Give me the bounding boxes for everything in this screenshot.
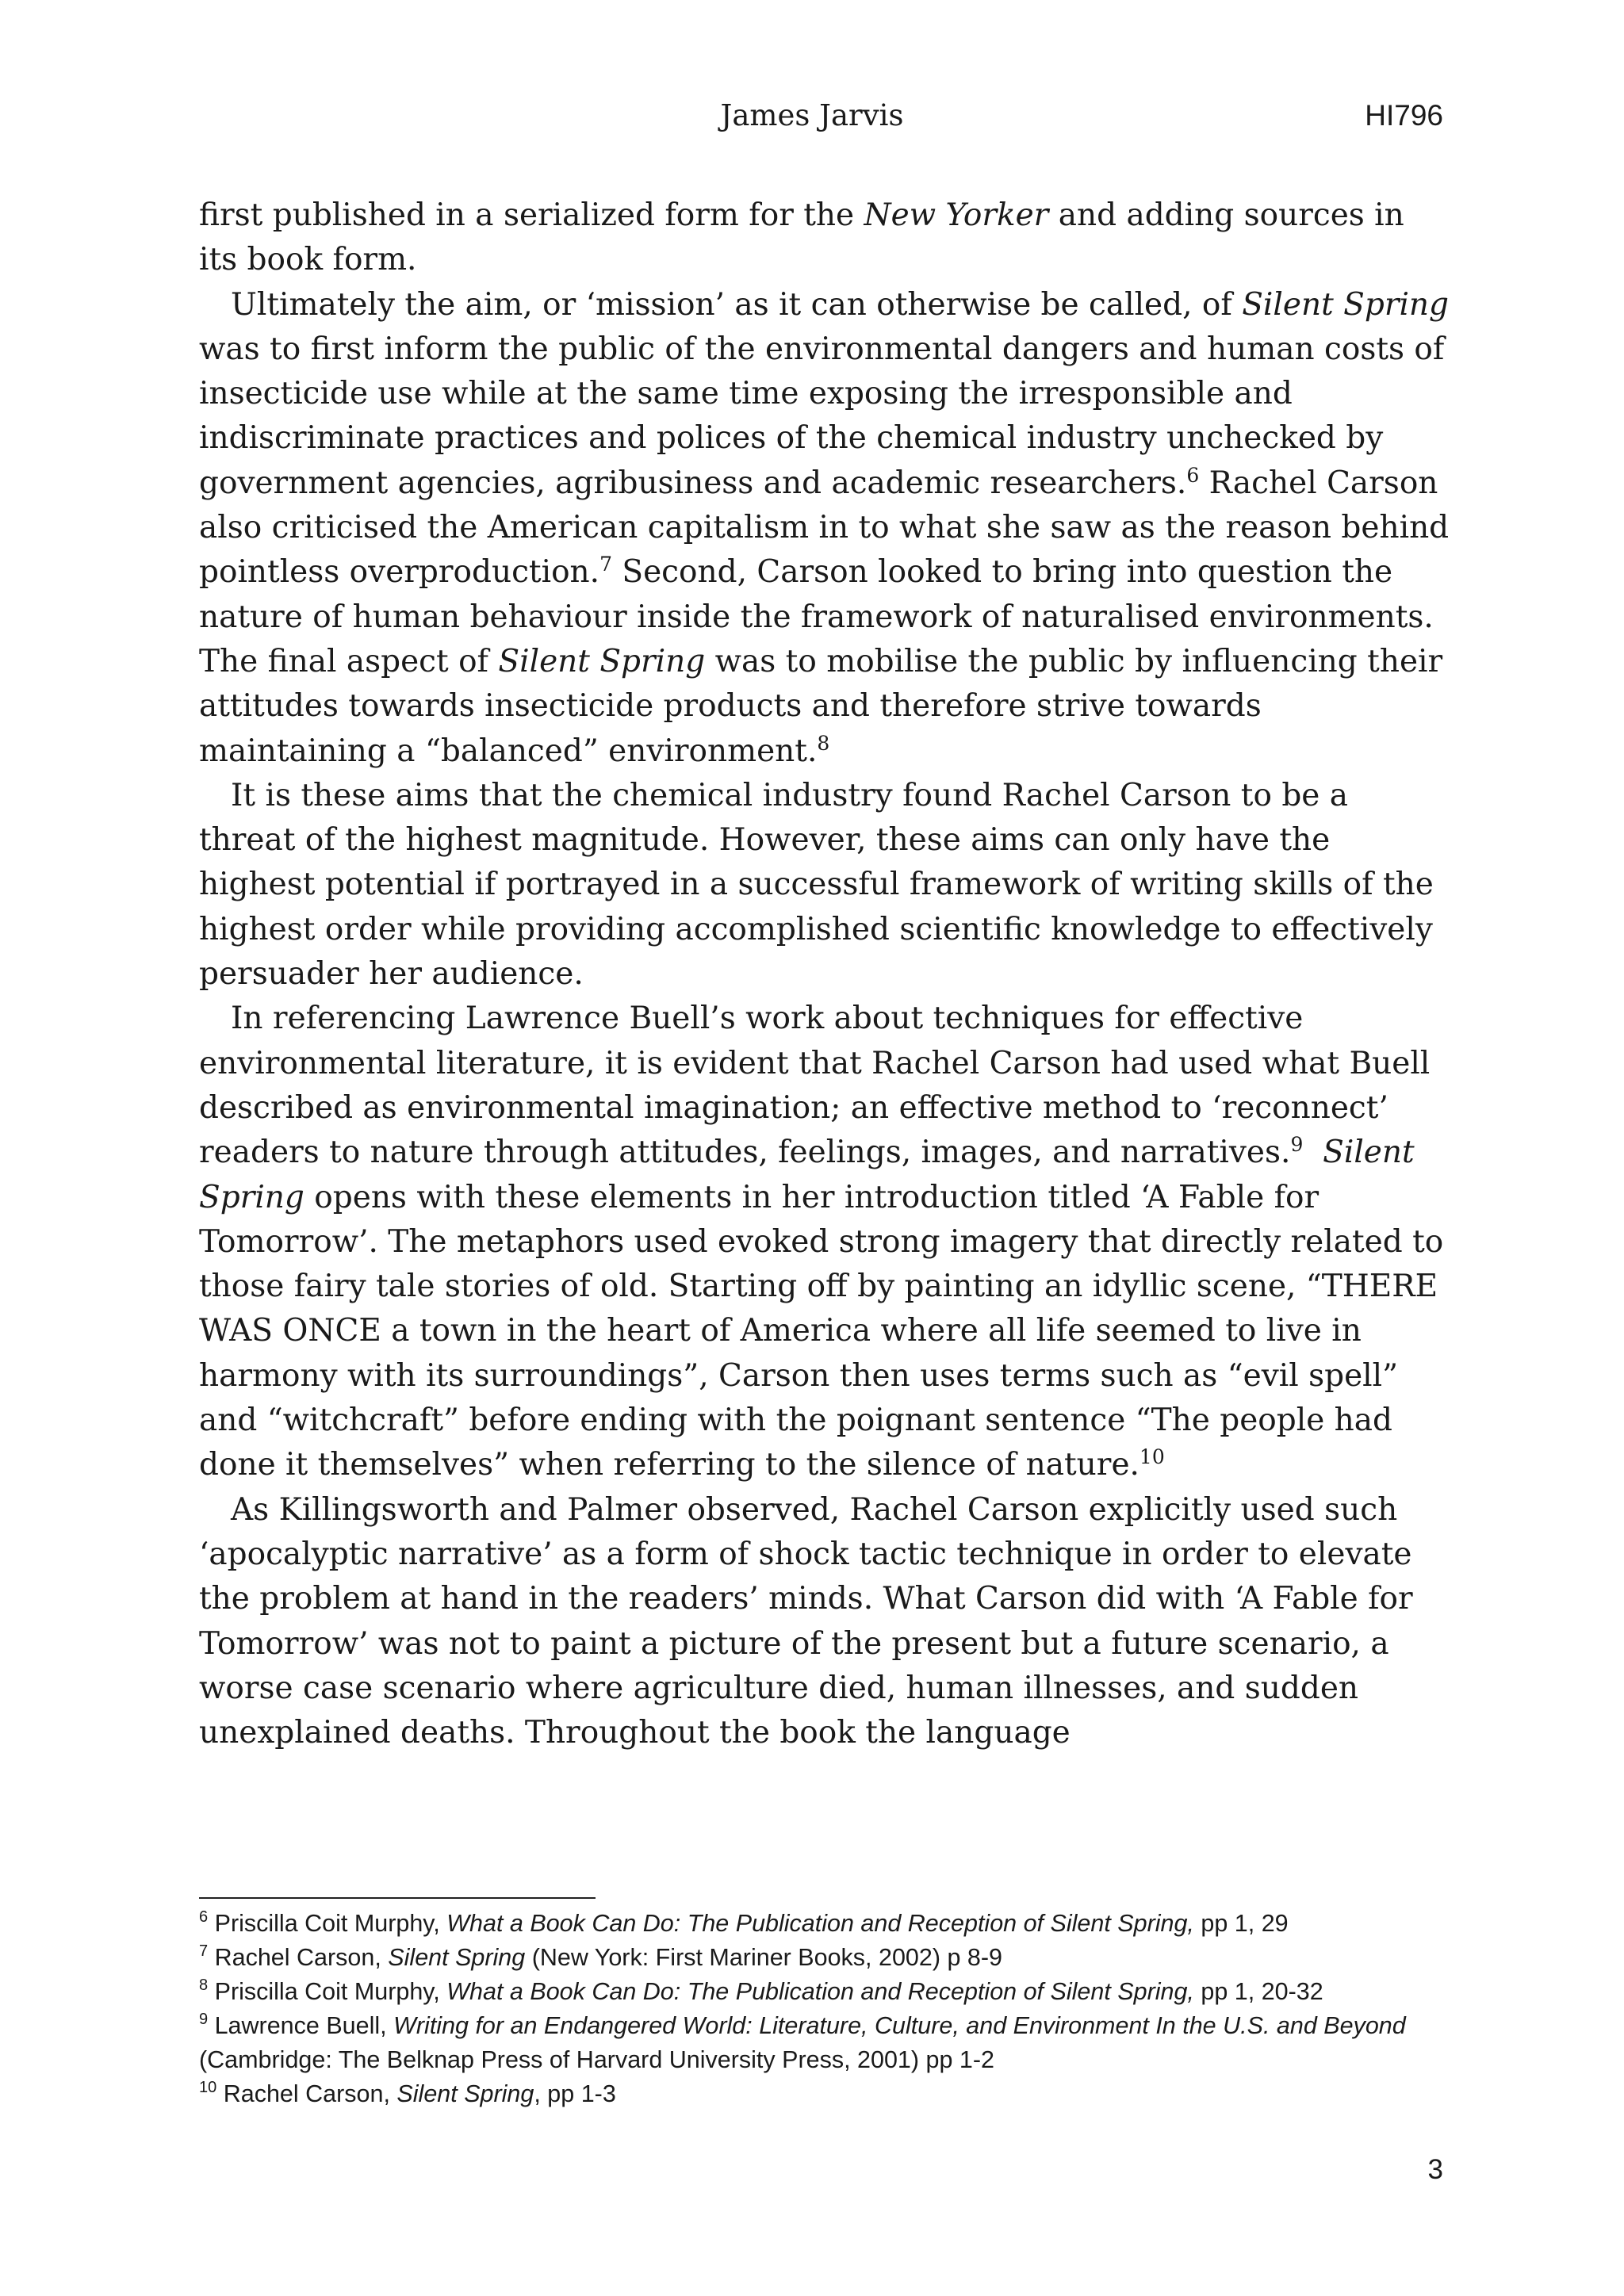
footnote-6 xyxy=(199,1907,1452,1941)
body-text xyxy=(199,193,1452,1755)
header-author: James Jarvis xyxy=(720,98,904,132)
footnote-number: 9 xyxy=(199,2011,209,2028)
italic-title: Silent Spring xyxy=(498,643,706,679)
text-run: and adding sources in its book form. xyxy=(199,197,1404,278)
text-run: Ultimately the aim, or ‘mission’ as it can otherwise be called, of xyxy=(231,286,1243,323)
italic-title: New Yorker xyxy=(864,197,1049,233)
paragraph-4 xyxy=(199,997,1452,1487)
footnotes xyxy=(199,1907,1452,2111)
footnote-8 xyxy=(199,1975,1452,2009)
text-run: was to first inform the public of the environmental dangers and human costs of insecticide use while at the same time exposing the irresponsible and indiscriminate practices and polices of the chemical industry unchecked by government agencies, agribusiness and academic researchers. xyxy=(199,331,1445,501)
page-number: 3 xyxy=(1427,2154,1443,2185)
footnote-ref-10[interactable]: 10 xyxy=(1139,1445,1165,1469)
footnote-text: (New York: First Mariner Books, 2002) p 8-9 xyxy=(525,1944,1002,1971)
paragraph-1 xyxy=(199,193,1452,283)
paragraph-5 xyxy=(199,1488,1452,1756)
footnote-number: 7 xyxy=(199,1942,209,1960)
footnote-number: 10 xyxy=(199,2079,217,2096)
footnote-text: Priscilla Coit Murphy, xyxy=(208,1978,447,2005)
footnote-ref-6[interactable]: 6 xyxy=(1186,463,1200,487)
italic-title: Silent Spring xyxy=(199,1135,1415,1215)
footnote-9 xyxy=(199,2009,1452,2077)
text-run: was to mobilise the public by influencing their attitudes towards insecticide products and therefore strive towards maintaining a “balanced” environment. xyxy=(199,643,1443,769)
footnote-text: Priscilla Coit Murphy, xyxy=(208,1910,447,1937)
header-course-code: HI796 xyxy=(1365,99,1443,132)
footnote-italic: What a Book Can Do: The Publication and Reception of Silent Spring, xyxy=(446,1978,1194,2005)
footnote-italic: Silent Spring xyxy=(388,1944,526,1971)
paragraph-3 xyxy=(199,774,1452,997)
paragraph-2 xyxy=(199,283,1452,774)
footnote-text: , pp 1-3 xyxy=(534,2080,616,2107)
footnote-text: Rachel Carson, xyxy=(208,1944,389,1971)
text-run: As Killingsworth and Palmer observed, Rachel Carson explicitly used such ‘apocalyptic narrative’ as a form of shock tactic technique in order to elevate the problem at hand in the readers’ minds. What Carson did with ‘A Fable for Tomorrow’ was not to paint a picture of the present but a future scenario, a worse case scenario where agriculture died, human illnesses, and sudden unexplained deaths. Throughout the book the language xyxy=(199,1491,1413,1751)
text-run: Rachel Carson also criticised the American capitalism in to what she saw as the reason behind pointless overproduction. xyxy=(199,465,1450,591)
text-run: first published in a serialized form for the xyxy=(199,197,864,233)
footnote-text: pp 1, 20-32 xyxy=(1193,1978,1323,2005)
text-run: opens with these elements in her introduction titled ‘A Fable for Tomorrow’. The metaphors used evoked strong imagery that directly related to those fairy tale stories of old. Starting off by painting an idyllic scene, “THERE WAS ONCE a town in the heart of America where all life seemed to live in harmony with its surroundings”, Carson then uses terms such as “evil spell” and “witchcraft” before ending with the poignant sentence “The people had done it themselves” when referring to the silence of nature. xyxy=(199,1179,1444,1483)
footnote-number: 8 xyxy=(199,1976,209,1994)
footnote-10 xyxy=(199,2077,1452,2111)
footnote-italic: Silent Spring xyxy=(396,2080,534,2107)
footnote-text: (Cambridge: The Belknap Press of Harvard University Press, 2001) pp 1-2 xyxy=(199,2046,994,2073)
footnote-separator xyxy=(199,1897,596,1899)
text-run: Second, Carson looked to bring into question the nature of human behaviour inside the framework of naturalised environments. The final aspect of xyxy=(199,554,1434,679)
footnote-text: Lawrence Buell, xyxy=(208,2012,394,2039)
text-run: In referencing Lawrence Buell’s work about techniques for effective environmental literature, it is evident that Rachel Carson had used what Buell described as environmental imagination; an effective method to ‘reconnect’ readers to nature through attitudes, feelings, images, and narratives. xyxy=(199,1001,1431,1171)
footnote-italic: Writing for an Endangered World: Literature, Culture, and Environment In the U.S. and Beyond xyxy=(393,2012,1406,2039)
footnote-text: Rachel Carson, xyxy=(216,2080,397,2107)
text-run xyxy=(1303,1135,1323,1170)
italic-title: Silent Spring xyxy=(1242,286,1450,323)
footnote-ref-9[interactable]: 9 xyxy=(1290,1133,1304,1157)
footnote-ref-8[interactable]: 8 xyxy=(817,731,830,755)
footnote-italic: What a Book Can Do: The Publication and Reception of Silent Spring, xyxy=(446,1910,1194,1937)
footnote-text: pp 1, 29 xyxy=(1193,1910,1289,1937)
footnote-number: 6 xyxy=(199,1908,209,1926)
text-run: It is these aims that the chemical industry found Rachel Carson to be a threat of the highest magnitude. However, these aims can only have the highest potential if portrayed in a successful framework of writing skills of the highest order while providing accomplished scientific knowledge to effectively persuader her audience. xyxy=(199,777,1434,993)
footnote-ref-7[interactable]: 7 xyxy=(599,553,612,576)
footnote-7 xyxy=(199,1941,1452,1975)
